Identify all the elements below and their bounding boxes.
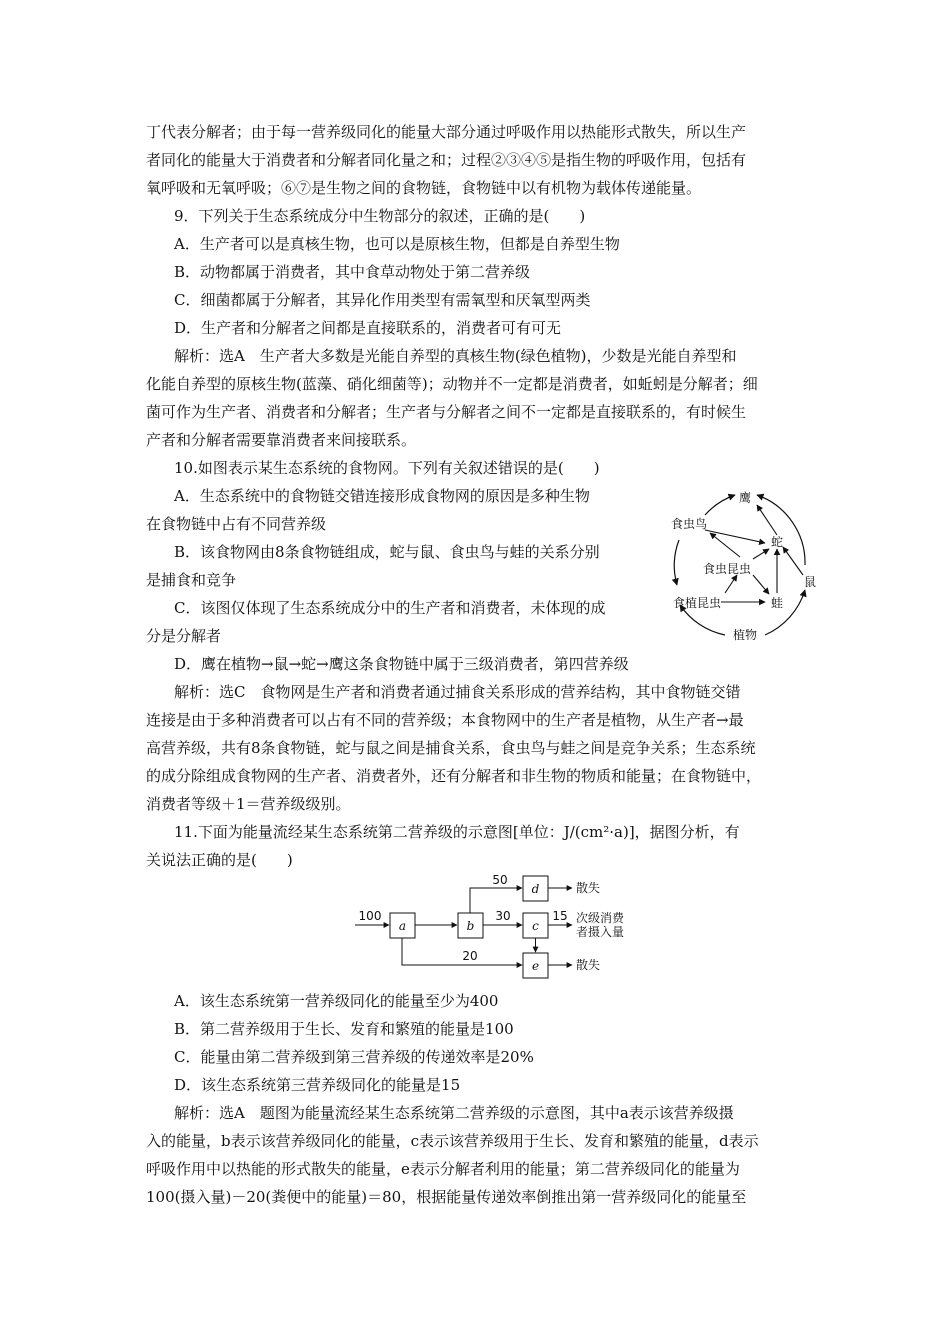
q11-option-b: B．第二营养级用于生长、发育和繁殖的能量是100: [174, 1020, 514, 1038]
food-web-node: 蛇: [770, 535, 784, 549]
box-label: b: [466, 919, 475, 933]
food-web-node: 食虫鸟: [670, 517, 708, 531]
q10-option-a: A．生态系统中的食物链交错连接形成食物网的原因是多种生物: [174, 487, 590, 505]
text-line: 入的能量，b表示该营养级同化的能量，c表示该营养级用于生长、发育和繁殖的能量，d表示: [146, 1132, 759, 1150]
q11-option-a: A．该生态系统第一营养级同化的能量至少为400: [174, 992, 499, 1010]
text-line: 分是分解者: [146, 627, 222, 645]
q9-explanation: 解析：选A 生产者大多数是光能自养型的真核生物(绿色植物)，少数是光能自养型和: [174, 347, 737, 365]
food-web-node: 鹰: [738, 491, 752, 505]
text-line: 消费者等级＋1＝营养级级别。: [146, 795, 351, 813]
q9-option-b: B．动物都属于消费者，其中食草动物处于第二营养级: [174, 263, 531, 281]
flow-value: 100: [358, 909, 382, 923]
text-line: 连接是由于多种消费者可以占有不同的营养级；本食物网中的生产者是植物，从生产者→最: [146, 711, 744, 729]
q11-explanation: 解析：选A 题图为能量流经某生态系统第二营养级的示意图，其中a表示该营养级摄: [174, 1104, 734, 1122]
text-line: 菌可作为生产者、消费者和分解者；生产者与分解者之间不一定都是直接联系的，有时候生: [146, 403, 747, 421]
flow-value: 15: [552, 909, 568, 923]
flow-value: 50: [492, 873, 508, 887]
flow-out-label: 散失: [576, 958, 601, 972]
flow-value: 20: [462, 949, 478, 963]
q10-option-d: D．鹰在植物→鼠→蛇→鹰这条食物链中属于三级消费者，第四营养级: [174, 655, 629, 673]
text-line: 呼吸作用中以热能的形式散失的能量，e表示分解者利用的能量；第二营养级同化的能量为: [146, 1160, 740, 1178]
text-line: 氧呼吸和无氧呼吸；⑥⑦是生物之间的食物链，食物链中以有机物为载体传递能量。: [146, 179, 702, 197]
text-line: 者同化的能量大于消费者和分解者同化量之和；过程②③④⑤是指生物的呼吸作用，包括有: [146, 151, 747, 169]
food-web-node: 鼠: [803, 575, 817, 589]
text-line: 产者和分解者需要靠消费者来间接联系。: [146, 431, 417, 449]
question-11-stem: 11.下面为能量流经某生态系统第二营养级的示意图[单位：J/(cm²·a)]，据图分析，有: [174, 823, 740, 841]
question-10-stem: 10.如图表示某生态系统的食物网。下列有关叙述错误的是( ): [174, 459, 600, 477]
text-line: 关说法正确的是( ): [146, 851, 293, 869]
box-label: d: [531, 882, 540, 896]
q10-option-b: B．该食物网由8条食物链组成，蛇与鼠、食虫鸟与蛙的关系分别: [174, 543, 600, 561]
food-web-node: 食虫昆虫: [702, 562, 752, 576]
food-web-node: 食植昆虫: [672, 596, 722, 610]
question-9-stem: 9．下列关于生态系统成分中生物部分的叙述，正确的是( ): [174, 207, 586, 225]
food-web-node: 蛙: [770, 596, 784, 610]
q9-option-a: A．生产者可以是真核生物，也可以是原核生物，但都是自养型生物: [174, 235, 620, 253]
text-line: 化能自养型的原核生物(蓝藻、硝化细菌等)；动物并不一定都是消费者，如蚯蚓是分解者；细: [146, 375, 758, 393]
box-label: e: [531, 959, 540, 973]
box-label: c: [532, 919, 539, 933]
text-line: 是捕食和竞争: [146, 571, 237, 589]
text-line: 在食物链中占有不同营养级: [146, 515, 327, 533]
q11-option-d: D．该生态系统第三营养级同化的能量是15: [174, 1076, 461, 1094]
q11-option-c: C．能量由第二营养级到第三营养级的传递效率是20%: [174, 1048, 534, 1066]
q9-option-c: C．细菌都属于分解者，其异化作用类型有需氧型和厌氧型两类: [174, 291, 591, 309]
food-web-diagram: [665, 485, 825, 645]
text-line: 高营养级，共有8条食物链，蛇与鼠之间是捕食关系，食虫鸟与蛙之间是竞争关系；生态系统: [146, 739, 756, 757]
q9-option-d: D．生产者和分解者之间都是直接联系的，消费者可有可无: [174, 319, 562, 337]
flow-out-label: 散失: [576, 881, 601, 895]
text-line: 的成分除组成食物网的生产者、消费者外，还有分解者和非生物的物质和能量；在食物链中，: [146, 767, 762, 785]
flow-out-label: 者摄入量: [576, 925, 625, 939]
text-line: 丁代表分解者；由于每一营养级同化的能量大部分通过呼吸作用以热能形式散失，所以生产: [146, 123, 747, 141]
text-line: 100(摄入量)－20(粪便中的能量)＝80，根据能量传递效率倒推出第一营养级同化的能量至: [146, 1188, 747, 1206]
q10-explanation: 解析：选C 食物网是生产者和消费者通过捕食关系形成的营养结构，其中食物链交错: [174, 683, 741, 701]
box-label: a: [398, 919, 407, 933]
flow-out-label: 次级消费: [576, 911, 625, 925]
q10-option-c: C．该图仅体现了生态系统成分中的生产者和消费者，未体现的成: [174, 599, 606, 617]
food-web-node: 植物: [732, 628, 758, 642]
flow-value: 30: [495, 909, 511, 923]
energy-flow-diagram: [350, 868, 670, 983]
